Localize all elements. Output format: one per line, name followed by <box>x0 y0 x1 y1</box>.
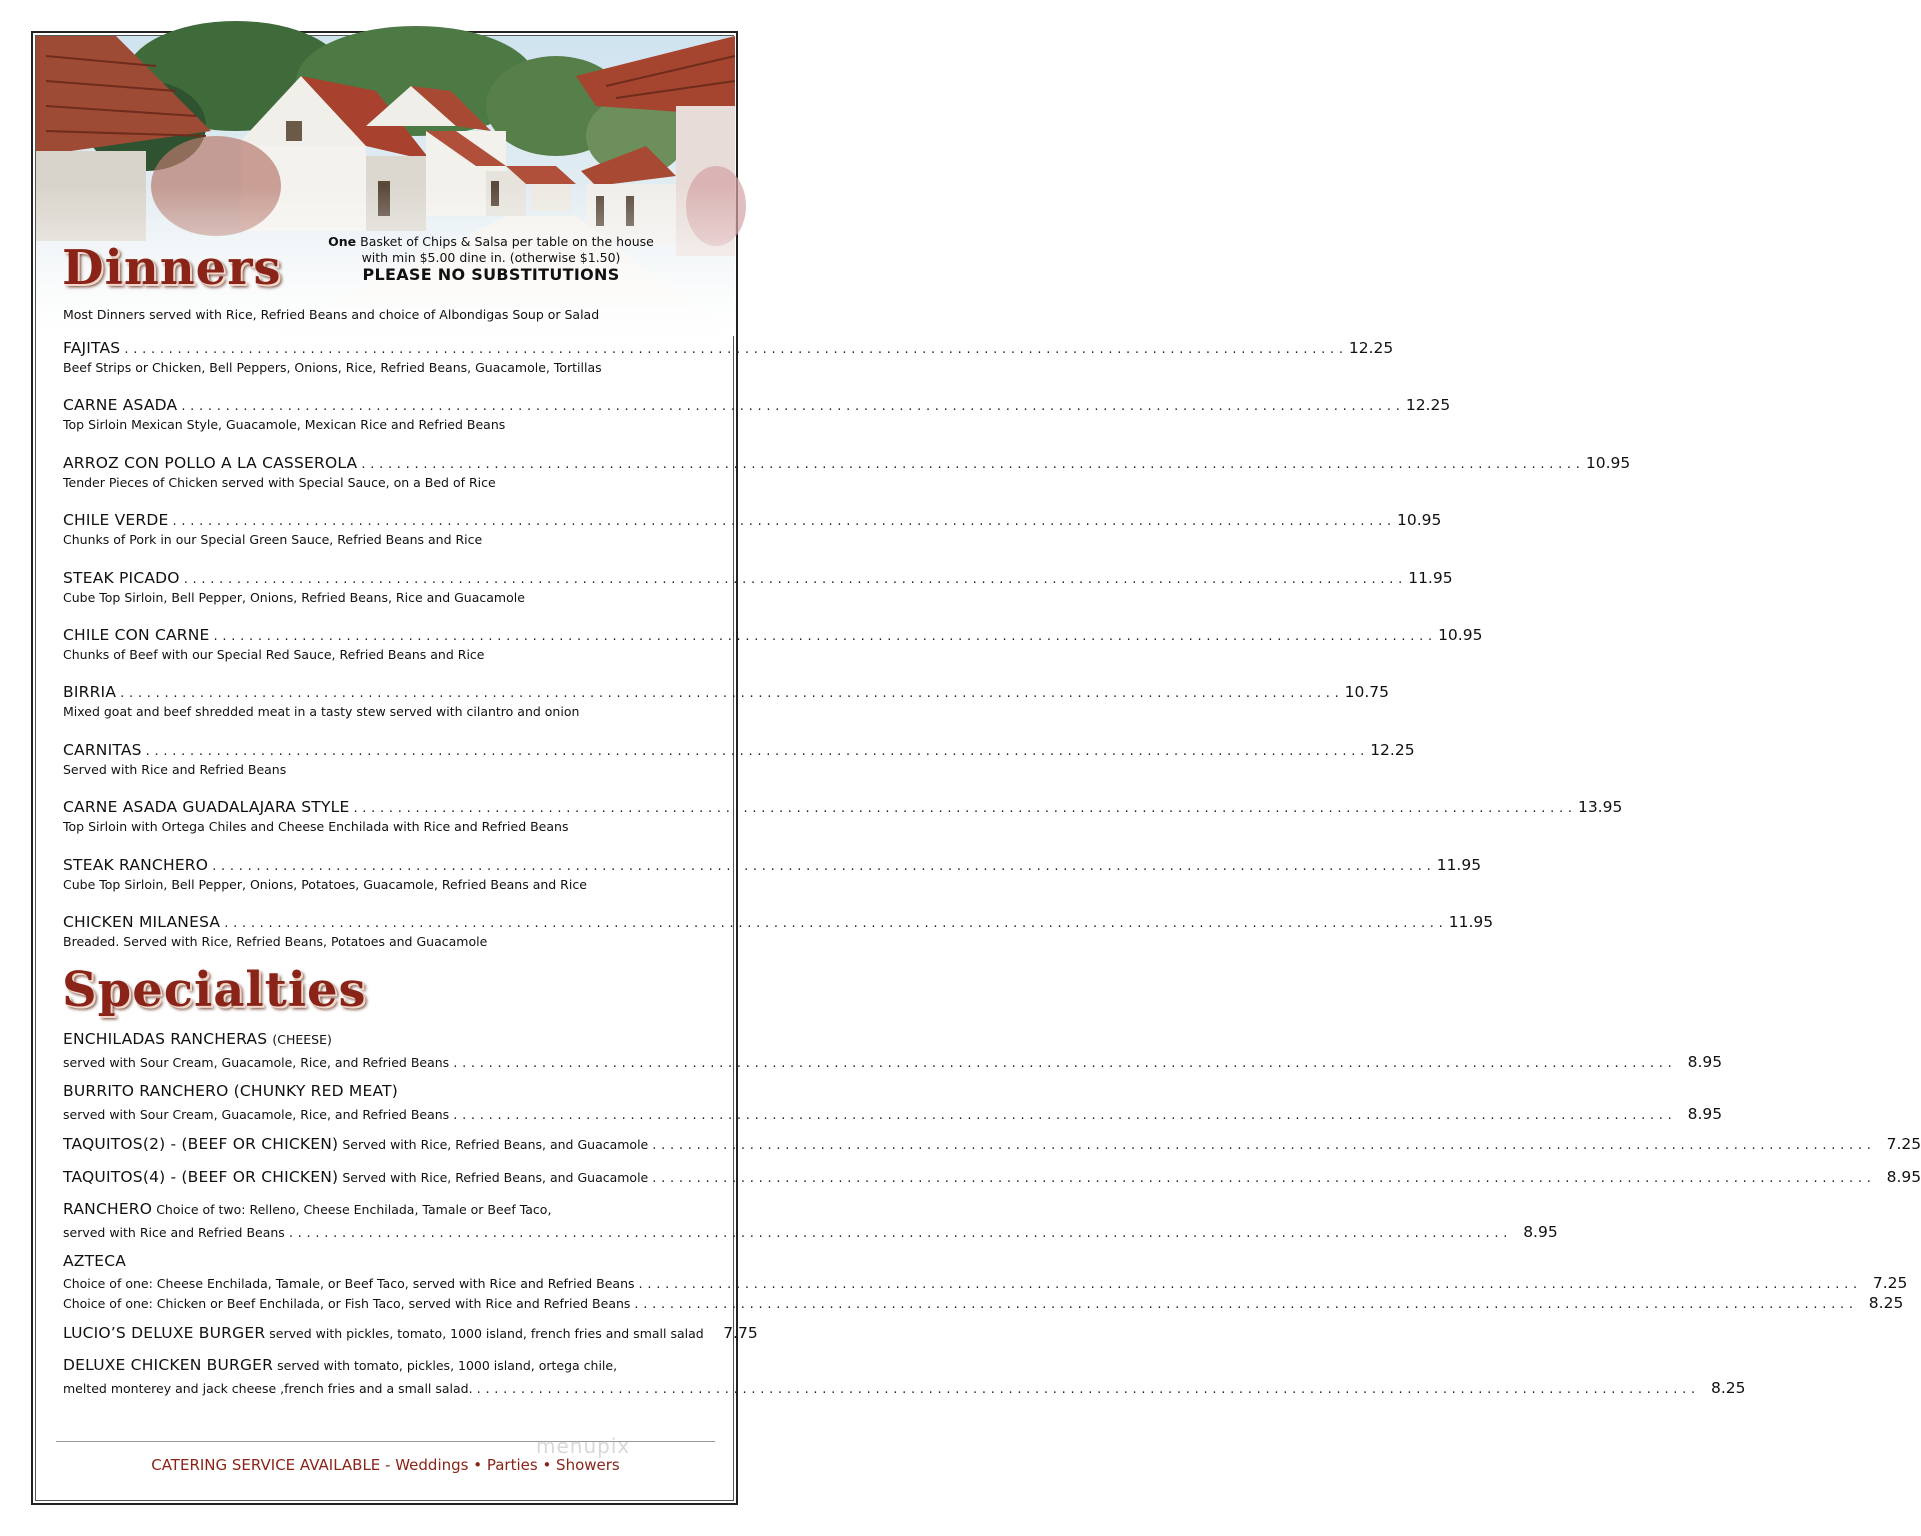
dish-description: Cube Top Sirloin, Bell Pepper, Onions, Potatoes, Guacamole, Refried Beans and Rice <box>63 876 587 892</box>
dish-price: 10.95 <box>1397 511 1442 530</box>
dish-name: FAJITAS <box>63 339 121 357</box>
dot-leader <box>212 855 1431 874</box>
specialties-list <box>63 1029 1921 1408</box>
dish-name: CHILE CON CARNE <box>63 625 210 644</box>
dinner-item <box>63 625 1483 682</box>
dish-description: Chunks of Pork in our Special Green Sauce, Refried Beans and Rice <box>63 532 483 548</box>
dot-leader <box>652 1167 1871 1186</box>
dish-name: ARROZ CON POLLO A LA CASSEROLA <box>63 453 358 472</box>
dish-price: 11.95 <box>1408 568 1453 587</box>
dinner-item <box>63 855 1482 912</box>
dish-description: Chunks of Beef with our Special Red Sauce, Refried Beans and Rice <box>63 646 485 662</box>
dish-name: TAQUITOS(4) - (BEEF OR CHICKEN) <box>63 1168 339 1186</box>
dish-description: served with Sour Cream, Guacamole, Rice, and Refried Beans <box>63 1107 450 1122</box>
dish-name: CHICKEN MILANESA <box>63 912 221 931</box>
dish-option-1: Choice of one: Cheese Enchilada, Tamale, or Beef Taco, served with Rice and Refried Beans <box>63 1276 635 1291</box>
dinner-item <box>63 395 1451 452</box>
dish-option-2: Choice of one: Chicken or Beef Enchilada, or Fish Taco, served with Rice and Refried Beans <box>63 1296 631 1311</box>
dot-leader <box>634 1296 1853 1312</box>
dinner-item <box>63 682 1390 739</box>
dish-name: STEAK RANCHERO <box>63 855 209 874</box>
dinner-item <box>63 338 1394 395</box>
dot-leader <box>120 682 1339 701</box>
dish-price: 11.95 <box>1436 855 1482 874</box>
house-chips-note <box>321 234 661 283</box>
dish-name: CARNE ASADA GUADALAJARA STYLE <box>63 798 350 817</box>
dish-price: 8.95 <box>1687 1053 1723 1071</box>
dish-name: STEAK PICADO <box>63 568 180 587</box>
dot-leader <box>453 1055 1672 1071</box>
dish-description-line2: melted monterey and jack cheese ,french fries and a small salad. <box>63 1381 473 1396</box>
dot-leader <box>214 625 1433 644</box>
dish-description: Mixed goat and beef shredded meat in a tasty stew served with cilantro and onion <box>63 704 580 720</box>
specialty-item-ranchero <box>63 1200 1558 1241</box>
specialty-item-burrito <box>63 1082 1723 1123</box>
dinner-item <box>63 797 1623 854</box>
dish-description: Served with Rice and Refried Beans <box>63 761 287 777</box>
menu-page <box>35 35 1921 1501</box>
dot-leader <box>173 510 1392 529</box>
dish-price: 13.95 <box>1577 798 1623 817</box>
dish-price: 7.75 <box>723 1324 758 1342</box>
dot-leader <box>289 1225 1508 1241</box>
dish-description-line2: served with Rice and Refried Beans <box>63 1225 285 1240</box>
dish-price: 12.25 <box>1370 740 1415 759</box>
dish-description: Cube Top Sirloin, Bell Pepper, Onions, Refried Beans, Rice and Guacamole <box>63 589 525 605</box>
dish-name: BURRITO RANCHERO (CHUNKY RED MEAT) <box>63 1082 398 1100</box>
dinners-list <box>63 338 1631 969</box>
dot-leader <box>639 1276 1858 1292</box>
dish-price: 10.95 <box>1585 453 1631 472</box>
no-substitutions: PLEASE NO SUBSTITUTIONS <box>362 265 620 284</box>
dish-price: 10.75 <box>1344 683 1390 702</box>
dot-leader <box>124 338 1343 357</box>
note-bold: One <box>328 234 357 249</box>
dish-description: Tender Pieces of Chicken served with Special Sauce, on a Bed of Rice <box>63 474 496 490</box>
dish-price: 11.95 <box>1448 912 1494 931</box>
dish-name: CHILE VERDE <box>63 511 169 530</box>
dish-name: AZTECA <box>63 1252 127 1270</box>
specialty-item-taquitos-4 <box>63 1167 1921 1186</box>
specialty-item-deluxe-burger <box>63 1323 758 1342</box>
dish-price: 12.25 <box>1348 339 1394 357</box>
dish-description: Breaded. Served with Rice, Refried Beans, Potatoes and Guacamole <box>63 933 488 949</box>
specialty-item-enchiladas <box>63 1029 1723 1071</box>
dot-leader <box>146 740 1365 759</box>
note-line1: Basket of Chips & Salsa per table on the house <box>360 234 654 249</box>
dinner-item <box>63 510 1442 567</box>
dish-note: (CHEESE) <box>272 1032 332 1047</box>
dish-description: served with pickles, tomato, 1000 island, french fries and small salad <box>269 1326 704 1341</box>
specialty-item-chicken-burger <box>63 1356 1746 1397</box>
dish-price: 8.95 <box>1523 1223 1558 1241</box>
dish-description: served with tomato, pickles, 1000 island, ortega chile, <box>277 1358 618 1373</box>
dish-name: LUCIO’S DELUXE BURGER <box>63 1324 266 1342</box>
dot-leader <box>453 1107 1672 1123</box>
dot-leader <box>477 1381 1696 1397</box>
dish-price: 8.25 <box>1710 1379 1746 1397</box>
dish-description: Beef Strips or Chicken, Bell Peppers, Onions, Rice, Refried Beans, Guacamole, Tortillas <box>63 360 602 375</box>
specialty-item-taquitos-2 <box>63 1134 1921 1153</box>
dinners-title: Dinners <box>62 240 282 296</box>
dot-leader <box>181 395 1400 414</box>
dish-description: Top Sirloin Mexican Style, Guacamole, Mexican Rice and Refried Beans <box>63 417 506 433</box>
dish-price: 7.25 <box>1886 1135 1921 1153</box>
catering-banner: CATERING SERVICE AVAILABLE - Weddings • Parties • Showers <box>151 1456 620 1474</box>
dinner-item <box>63 453 1631 510</box>
dot-leader <box>224 912 1443 931</box>
specialty-item-azteca <box>63 1252 1908 1312</box>
dish-price-2: 8.25 <box>1868 1294 1904 1312</box>
dish-description: Top Sirloin with Ortega Chiles and Cheese Enchilada with Rice and Refried Beans <box>63 819 569 835</box>
specialties-title: Specialties <box>62 962 367 1018</box>
dinners-intro: Most Dinners served with Rice, Refried Beans and choice of Albondigas Soup or Salad <box>63 307 600 322</box>
dish-name: BIRRIA <box>63 683 117 702</box>
note-line2: with min $5.00 dine in. (otherwise $1.50) <box>361 250 621 265</box>
dot-leader <box>353 797 1572 816</box>
dish-price: 8.95 <box>1886 1168 1921 1186</box>
dish-price: 8.95 <box>1687 1105 1723 1123</box>
dish-description: Served with Rice, Refried Beans, and Guacamole <box>342 1137 649 1152</box>
dish-name: RANCHERO <box>63 1200 153 1218</box>
dinner-item <box>63 740 1415 797</box>
dinner-item <box>63 568 1453 625</box>
dish-price: 10.95 <box>1438 625 1483 644</box>
dot-leader <box>361 453 1580 472</box>
dish-name: CARNITAS <box>63 740 142 759</box>
dish-name: DELUXE CHICKEN BURGER <box>63 1356 274 1374</box>
dish-description: Choice of two: Relleno, Cheese Enchilada, Tamale or Beef Taco, <box>156 1202 552 1217</box>
dot-leader <box>652 1134 1871 1153</box>
dish-name: CARNE ASADA <box>63 396 178 415</box>
dish-description: Served with Rice, Refried Beans, and Guacamole <box>342 1170 649 1185</box>
dinner-item <box>63 912 1494 969</box>
watermark: menupix <box>536 1434 631 1458</box>
dot-leader <box>184 568 1403 587</box>
dish-description: served with Sour Cream, Guacamole, Rice, and Refried Beans <box>63 1055 450 1070</box>
dish-name: ENCHILADAS RANCHERAS <box>63 1030 268 1048</box>
dish-price: 12.25 <box>1405 396 1451 415</box>
dish-name: TAQUITOS(2) - (BEEF OR CHICKEN) <box>63 1135 339 1153</box>
dish-price-1: 7.25 <box>1872 1274 1908 1292</box>
